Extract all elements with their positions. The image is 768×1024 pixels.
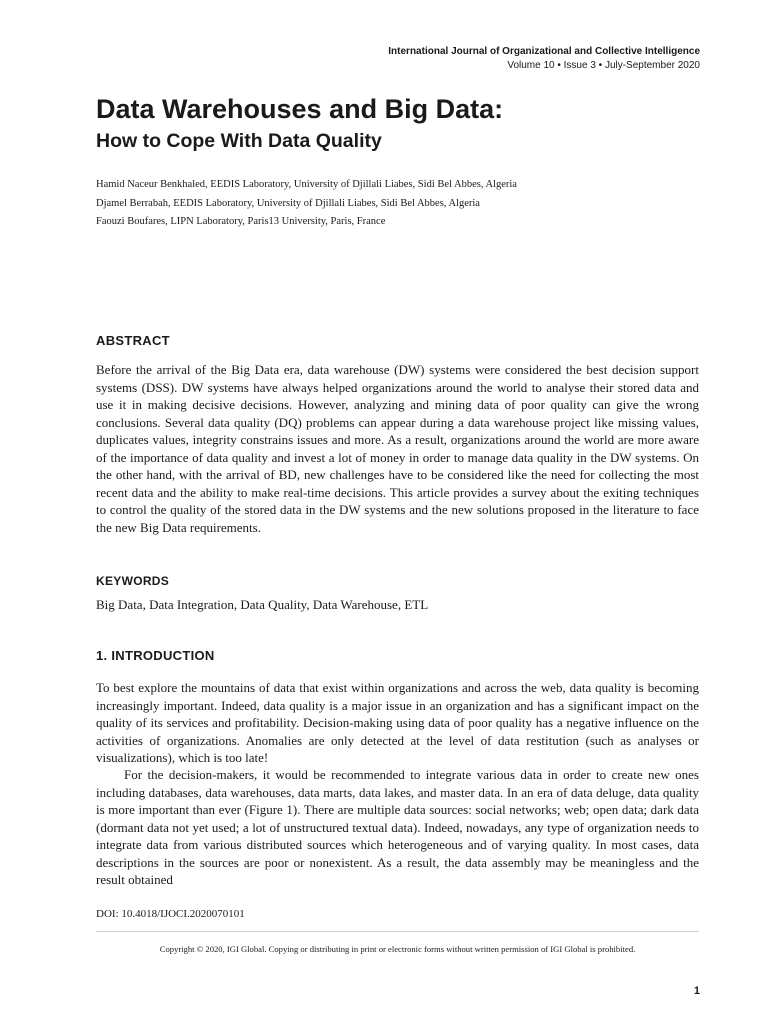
keywords-text: Big Data, Data Integration, Data Quality, Data Warehouse, ETL — [96, 597, 429, 612]
intro-paragraph: To best explore the mountains of data that exist within organizations and across the web, data quality is becoming increasingly important. Indeed, data quality is a major issue in an organization and has a significant impact on the quality of its services and profitability. Decision-making using data of poor quality has a negative influence on the activities of organizations. Anomalies are only detected at the level of data restitution (such as analyses or visualizations), which is too late! — [96, 680, 699, 765]
introduction-heading: 1. INTRODUCTION — [96, 648, 215, 663]
footer-divider — [96, 931, 699, 932]
journal-name: International Journal of Organizational and Collective Intelligence — [388, 46, 700, 57]
paper-title: Data Warehouses and Big Data: — [96, 94, 504, 124]
title-block — [96, 92, 503, 154]
author-list — [96, 176, 517, 232]
author-affiliation: Hamid Naceur Benkhaled, EEDIS Laboratory, University of Djillali Liabes, Sidi Bel Abbes, Algeria — [96, 179, 517, 190]
author-affiliation: Faouzi Boufares, LIPN Laboratory, Paris13 University, Paris, France — [96, 216, 386, 227]
doi-line: DOI: 10.4018/IJOCI.2020070101 — [96, 908, 245, 920]
journal-header — [388, 45, 700, 73]
keywords-heading: KEYWORDS — [96, 574, 170, 588]
intro-paragraph: For the decision-makers, it would be recommended to integrate various data in order to create new ones including databases, data warehouses, data marts, data lakes, and master data. In an era of data deluge, data quality is more important than ever (Figure 1). There are multiple data sources: social networks; web; open data; dark data (dormant data not yet used; a lot of unstructured textual data). Indeed, nowadays, any type of organization needs to integrate data from various distributed sources which heterogeneous and of varying quality. In most cases, data descriptions in the sources are poor or nonexistent. As a result, the data assembly may be meaningless and the result obtained — [96, 767, 699, 887]
abstract-text: Before the arrival of the Big Data era, data warehouse (DW) systems were considered the best decision support systems (DSS). DW systems have always helped organizations around the world to analyse their stored data and use it in making decisive decisions. However, analyzing and mining data of poor quality can give the wrong conclusions. Several data quality (DQ) problems can appear during a data warehouse project like missing values, duplicates values, integrity constrains issues and more. As a result, organizations around the world are more aware of the importance of data quality and invest a lot of money in order to manage data quality in the DW systems. On the other hand, with the arrival of BD, new challenges have to be considered like the need for collecting the most recent data and the ability to make real-time decisions. This article provides a survey about the exiting techniques to control the quality of the stored data in the DW systems and the new solutions proposed in the literature to face the new Big Data requirements. — [96, 362, 699, 535]
copyright-notice: Copyright © 2020, IGI Global. Copying or distributing in print or electronic forms without written permission of IGI Global is prohibited. — [159, 944, 636, 954]
page-number: 1 — [693, 985, 700, 997]
author-affiliation: Djamel Berrabah, EEDIS Laboratory, University of Djillali Liabes, Sidi Bel Abbes, Algeria — [96, 197, 480, 209]
abstract-heading: ABSTRACT — [96, 333, 170, 348]
paper-subtitle: How to Cope With Data Quality — [96, 130, 382, 152]
journal-issue: Volume 10 • Issue 3 • July-September 2020 — [507, 60, 700, 71]
